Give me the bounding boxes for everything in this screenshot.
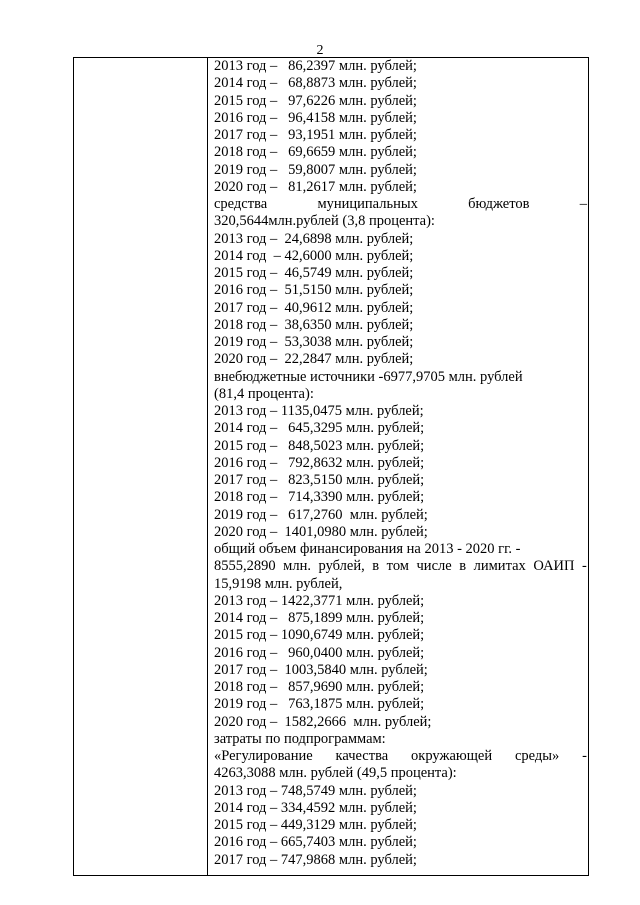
funding-lines-municipal [214,213,587,558]
text-line: 2020 год – 1401,0980 млн. рублей; [214,523,428,540]
funding-lines-regulation [214,765,587,869]
text-line: 2016 год – 960,0400 млн. рублей; [214,644,425,661]
text-line: 2016 год – 96,4158 млн. рублей; [214,109,417,126]
column-divider [207,57,208,876]
word: рублей, [318,558,365,575]
text-line: 2013 год – 1422,3771 млн. рублей; [214,592,425,609]
text-line: внебюджетные источники -6977,9705 млн. рублей [214,368,523,385]
word: средства [214,196,268,212]
word: муниципальных [317,196,418,212]
word: «Регулирование [214,748,313,764]
word: том [386,558,409,575]
text-line: 2013 год – 748,5749 млн. рублей; [214,782,417,799]
word: окружающей [411,748,493,764]
text-line: 2017 год – 1003,5840 млн. рублей; [214,661,428,678]
text-line: общий объем финансирования на 2013 - 2020 гг. - [214,541,521,557]
table-cell-left [74,58,207,875]
text-line: 2013 год – 24,6898 млн. рублей; [214,230,414,247]
regulation-heading-line [214,748,587,765]
word: 8555,2890 [214,558,276,575]
text-line: 2015 год – 97,6226 млн. рублей; [214,92,417,109]
text-line: 2014 год – 334,4592 млн. рублей; [214,799,417,816]
text-line: 2018 год – 38,6350 млн. рублей; [214,316,414,333]
text-line: 2015 год – 449,3129 млн. рублей; [214,817,417,833]
text-line: 2017 год – 823,5150 млн. рублей; [214,472,425,488]
text-line: 2015 год – 848,5023 млн. рублей; [214,437,425,454]
text-line: 2019 год – 59,8007 млн. рублей; [214,161,417,178]
text-line: 2017 год – 747,9868 млн. рублей; [214,851,417,868]
text-line: 2017 год – 93,1951 млн. рублей; [214,127,417,143]
total-heading-line [214,558,587,575]
word: в [372,558,380,575]
text-line: 320,5644млн.рублей (3,8 процента): [214,213,435,230]
word: ОАИП [533,558,575,575]
text-line: 2018 год – 69,6659 млн. рублей; [214,144,417,161]
text-line: 2014 год – 68,8873 млн. рублей; [214,75,417,92]
word: бюджетов [468,196,530,212]
text-line: 2020 год – 22,2847 млн. рублей; [214,351,414,368]
text-line: 2018 год – 714,3390 млн. рублей; [214,489,425,506]
page-number: 2 [316,43,324,58]
text-line: 2014 год – 42,6000 млн. рублей; [214,247,414,264]
text-line: 2016 год – 665,7403 млн. рублей; [214,834,417,851]
funding-lines-top [214,58,587,196]
text-line: 2020 год – 81,2617 млн. рублей; [214,178,417,195]
word: – [579,196,587,212]
text-line: затраты по подпрограммам: [214,730,386,747]
text-line: 2016 год – 792,8632 млн. рублей; [214,454,425,471]
text-line: 2014 год – 875,1899 млн. рублей; [214,610,425,626]
text-line: 2020 год – 1582,2666 млн. рублей; [214,713,432,730]
text-line: 2019 год – 53,3038 млн. рублей; [214,334,414,350]
word: среды» [514,748,560,764]
text-line: (81,4 процента): [214,385,314,402]
text-line: 2013 год – 1135,0475 млн. рублей; [214,403,424,419]
word: лимитах [473,558,526,575]
text-line: 2019 год – 763,1875 млн. рублей; [214,696,425,713]
word: в [459,558,467,575]
text-line: 2013 год – 86,2397 млн. рублей; [214,58,417,74]
word: - [582,558,587,575]
text-line: 2015 год – 46,5749 млн. рублей; [214,265,414,281]
table-cell-right [214,58,587,869]
word: качества [335,748,389,764]
text-line: 2017 год – 40,9612 млн. рублей; [214,299,414,316]
word: млн. [283,558,311,575]
text-line: 2019 год – 617,2760 млн. рублей; [214,506,428,523]
text-line: 15,9198 млн. рублей, [214,575,343,592]
word: числе [416,558,452,575]
text-line: 2018 год – 857,9690 млн. рублей; [214,679,425,695]
municipal-heading-line [214,196,587,213]
text-line: 2016 год – 51,5150 млн. рублей; [214,282,414,299]
text-line: 2014 год – 645,3295 млн. рублей; [214,420,425,437]
text-line: 2015 год – 1090,6749 млн. рублей; [214,627,425,644]
text-line: 4263,3088 млн. рублей (49,5 процента): [214,765,457,782]
word: - [582,748,587,764]
funding-lines-total [214,576,587,749]
